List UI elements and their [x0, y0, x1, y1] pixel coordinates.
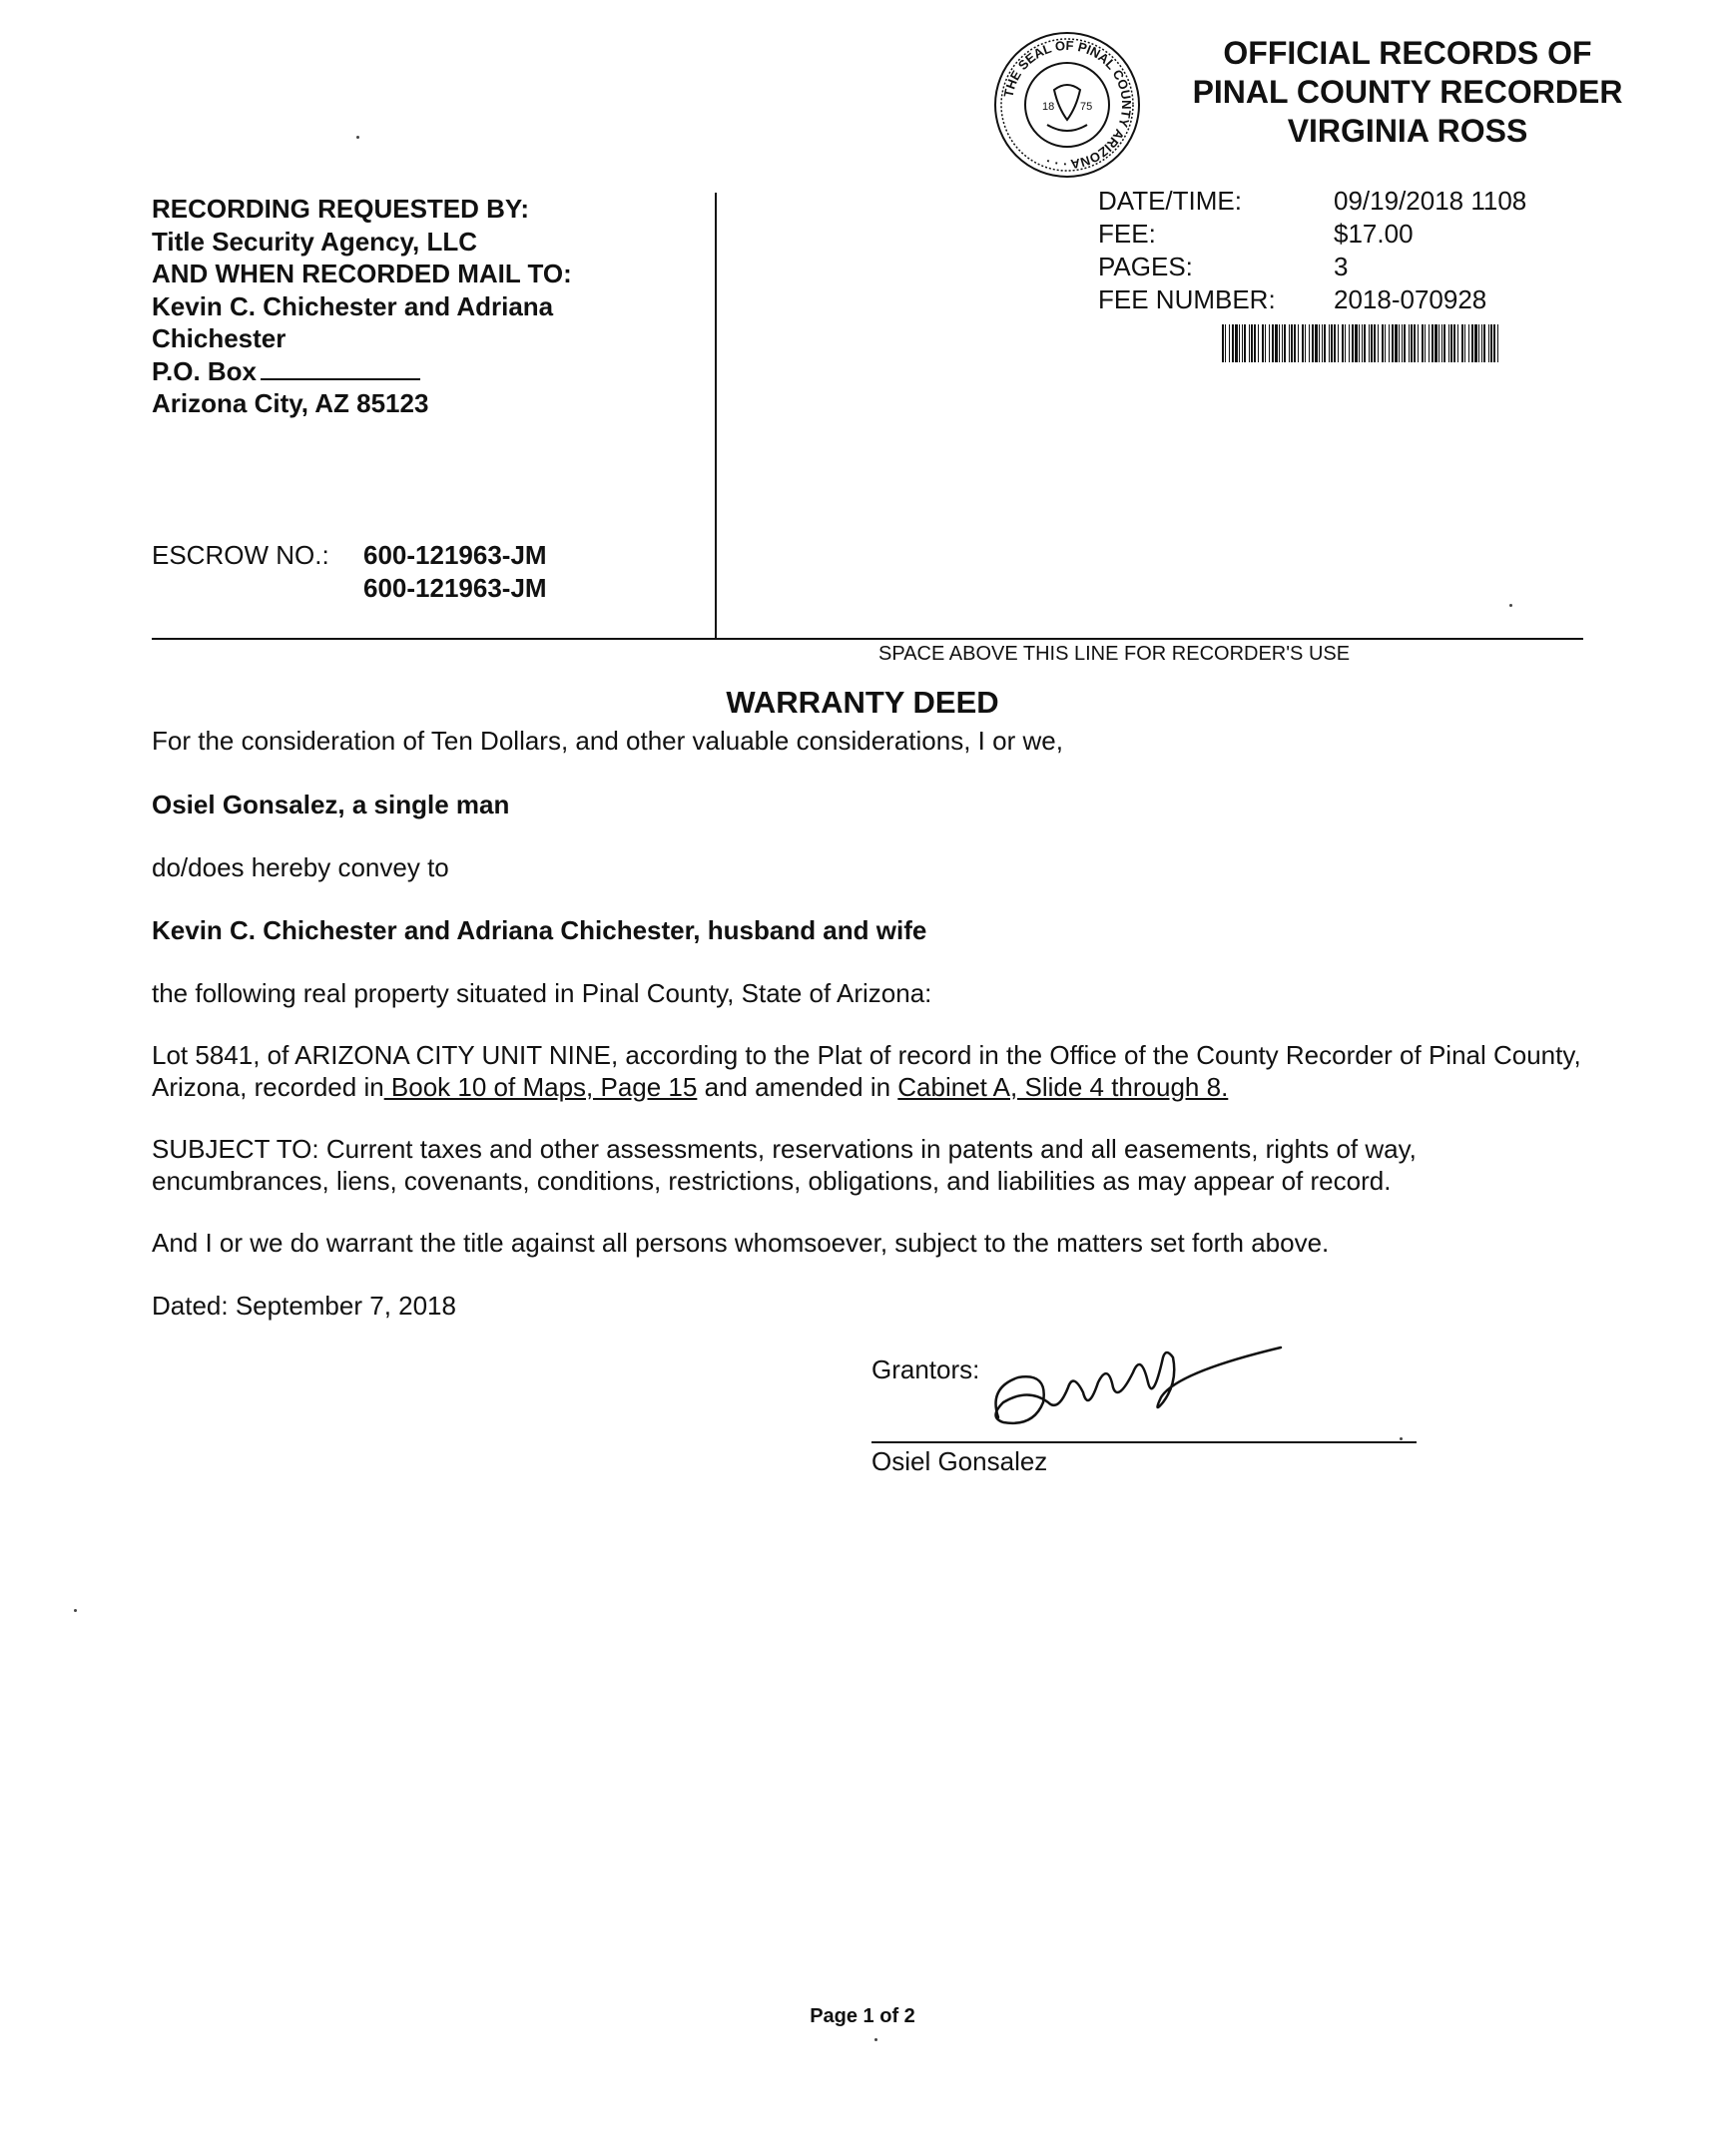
scan-speck — [874, 2038, 877, 2041]
mail-to-pobox — [152, 355, 572, 388]
vertical-divider — [715, 193, 717, 638]
warranty-text: And I or we do warrant the title against all persons whomsoever, subject to the matters set forth above. — [152, 1228, 1330, 1258]
barcode-bar — [1269, 324, 1270, 362]
barcode-bar — [1222, 324, 1224, 362]
barcode-bar — [1324, 324, 1326, 362]
mail-to-name-cont: Chichester — [152, 323, 287, 353]
recording-info-value: 3 — [1334, 252, 1349, 281]
barcode-bar — [1418, 324, 1419, 362]
svg-text:THE SEAL OF PINAL COUNTY ARIZO: THE SEAL OF PINAL COUNTY ARIZONA · · · — [1000, 37, 1135, 173]
document-title: WARRANTY DEED — [726, 685, 999, 720]
barcode-bar — [1294, 324, 1296, 362]
barcode-bar — [1279, 324, 1280, 362]
barcode-bar — [1389, 324, 1390, 362]
barcode-bar — [1289, 324, 1290, 362]
recorder-use-note: SPACE ABOVE THIS LINE FOR RECORDER'S USE — [878, 643, 1351, 665]
recording-requested-label: RECORDING REQUESTED BY: — [152, 194, 529, 224]
recording-info-label: PAGES: — [1098, 252, 1193, 281]
barcode-bar — [1435, 324, 1438, 362]
barcode-bar — [1298, 324, 1299, 362]
recording-requested-block — [152, 193, 572, 420]
recording-info-row — [1098, 185, 1526, 218]
barcode-bar — [1474, 324, 1477, 362]
barcode-bar — [1225, 324, 1226, 362]
barcode-bar — [1272, 324, 1274, 362]
recorder-title — [1158, 34, 1657, 151]
barcode-bar — [1471, 324, 1473, 362]
grantor-name: Osiel Gonsalez, a single man — [152, 790, 510, 819]
barcode-bar — [1378, 324, 1379, 362]
signature-line — [871, 1441, 1417, 1443]
barcode-bar — [1488, 324, 1489, 362]
grantors-label: Grantors: — [871, 1354, 980, 1384]
escrow-block — [152, 539, 547, 604]
barcode-bar — [1232, 324, 1234, 362]
recording-info — [1098, 185, 1526, 316]
barcode-bar — [1371, 324, 1373, 362]
barcode-bar — [1374, 324, 1376, 362]
barcode-bar — [1438, 324, 1439, 362]
legal-description-text: Lot 5841, of ARIZONA CITY UNIT NINE, according to the Plat of record in the Office of the County Recorder of Pinal County, Arizona, recorded in — [152, 1040, 1581, 1102]
pobox-blank — [261, 358, 420, 380]
cabinet-reference: Cabinet A, Slide 4 through 8. — [897, 1071, 1229, 1102]
grantee-names: Kevin C. Chichester and Adriana Chichester, husband and wife — [152, 915, 927, 945]
barcode-bar — [1362, 324, 1363, 362]
barcode — [1222, 324, 1503, 362]
scan-speck — [1400, 1437, 1403, 1440]
barcode-bar — [1453, 324, 1455, 362]
barcode-bar — [1244, 324, 1246, 362]
recording-info-label: FEE: — [1098, 219, 1156, 249]
barcode-bar — [1385, 324, 1386, 362]
barcode-bar — [1429, 324, 1430, 362]
consideration-text: For the consideration of Ten Dollars, and other valuable considerations, I or we, — [152, 726, 1063, 756]
handwritten-signature — [978, 1343, 1318, 1442]
barcode-bar — [1342, 324, 1344, 362]
barcode-bar — [1359, 324, 1360, 362]
recording-info-label: DATE/TIME: — [1098, 186, 1242, 216]
barcode-bar — [1284, 324, 1286, 362]
barcode-bar — [1349, 324, 1350, 362]
legal-description — [152, 1040, 1589, 1103]
recording-info-row — [1098, 283, 1526, 316]
pobox-label: P.O. Box — [152, 355, 258, 386]
recording-info-value: 09/19/2018 1108 — [1334, 186, 1527, 216]
barcode-bar — [1402, 324, 1403, 362]
svg-text:18: 18 — [1042, 101, 1055, 113]
recording-info-value: 2018-070928 — [1334, 284, 1487, 314]
barcode-bar — [1345, 324, 1346, 362]
barcode-bar — [1395, 324, 1398, 362]
escrow-number: 600-121963-JM — [363, 540, 547, 570]
barcode-bar — [1382, 324, 1384, 362]
barcode-bar — [1490, 324, 1492, 362]
recording-info-label: FEE NUMBER: — [1098, 284, 1276, 314]
scan-speck — [74, 1609, 77, 1612]
barcode-bar — [1404, 324, 1406, 362]
barcode-bar — [1478, 324, 1479, 362]
barcode-bar — [1432, 324, 1434, 362]
recorder-title-line3: VIRGINIA ROSS — [1287, 113, 1528, 149]
barcode-bar — [1422, 324, 1424, 362]
barcode-bar — [1414, 324, 1416, 362]
scan-speck — [356, 136, 359, 139]
barcode-bar — [1497, 324, 1498, 362]
barcode-bar — [1265, 324, 1266, 362]
barcode-bar — [1331, 324, 1333, 362]
barcode-bar — [1239, 324, 1240, 362]
barcode-bar — [1425, 324, 1426, 362]
barcode-bar — [1464, 324, 1465, 362]
barcode-bar — [1364, 324, 1366, 362]
barcode-bar — [1291, 324, 1293, 362]
mail-to-name: Kevin C. Chichester and Adriana — [152, 290, 554, 321]
barcode-bar — [1334, 324, 1336, 362]
barcode-bar — [1235, 324, 1238, 362]
recording-info-row — [1098, 218, 1526, 251]
plat-reference: Book 10 of Maps, Page 15 — [383, 1071, 698, 1102]
barcode-bar — [1242, 324, 1243, 362]
barcode-bar — [1392, 324, 1394, 362]
recorder-title-line1: OFFICIAL RECORDS OF — [1223, 35, 1592, 71]
scan-speck — [1509, 604, 1512, 607]
mail-to-label: AND WHEN RECORDED MAIL TO: — [152, 259, 572, 288]
recorder-divider — [152, 638, 1583, 640]
property-intro: the following real property situated in Pinal County, State of Arizona: — [152, 978, 932, 1008]
recorder-title-line2: PINAL COUNTY RECORDER — [1192, 74, 1623, 110]
legal-description-text: and amended in — [697, 1071, 898, 1102]
barcode-bar — [1457, 324, 1458, 362]
requesting-agency: Title Security Agency, LLC — [152, 226, 478, 257]
barcode-bar — [1493, 324, 1495, 362]
barcode-bar — [1352, 324, 1354, 362]
mail-to-city: Arizona City, AZ 85123 — [152, 388, 429, 418]
barcode-bar — [1249, 324, 1250, 362]
barcode-bar — [1305, 324, 1306, 362]
barcode-bar — [1481, 324, 1482, 362]
barcode-bar — [1441, 324, 1442, 362]
barcode-bar — [1461, 324, 1463, 362]
convey-text: do/does hereby convey to — [152, 852, 449, 882]
barcode-bar — [1409, 324, 1410, 362]
escrow-label: ESCROW NO.: — [152, 540, 329, 570]
barcode-bar — [1448, 324, 1449, 362]
barcode-bar — [1254, 324, 1256, 362]
barcode-bar — [1309, 324, 1310, 362]
barcode-bar — [1338, 324, 1339, 362]
recording-info-row — [1098, 251, 1526, 283]
barcode-bar — [1302, 324, 1304, 362]
dated-text: Dated: September 7, 2018 — [152, 1291, 456, 1321]
barcode-bar — [1322, 324, 1323, 362]
barcode-bar — [1282, 324, 1283, 362]
svg-text:75: 75 — [1080, 101, 1093, 113]
barcode-bar — [1315, 324, 1318, 362]
barcode-bar — [1411, 324, 1413, 362]
barcode-bar — [1262, 324, 1264, 362]
signer-name: Osiel Gonsalez — [871, 1446, 1048, 1476]
recording-info-value: $17.00 — [1334, 219, 1414, 249]
barcode-bar — [1275, 324, 1278, 362]
barcode-bar — [1443, 324, 1445, 362]
county-seal — [992, 30, 1142, 180]
barcode-bar — [1258, 324, 1259, 362]
barcode-bar — [1369, 324, 1370, 362]
barcode-bar — [1312, 324, 1314, 362]
barcode-bar — [1251, 324, 1253, 362]
barcode-bar — [1468, 324, 1469, 362]
barcode-bar — [1319, 324, 1320, 362]
barcode-bar — [1329, 324, 1330, 362]
barcode-bar — [1483, 324, 1485, 362]
page-number: Page 1 of 2 — [810, 2005, 915, 2027]
barcode-bar — [1229, 324, 1230, 362]
barcode-bar — [1399, 324, 1400, 362]
barcode-bar — [1450, 324, 1452, 362]
barcode-bar — [1355, 324, 1358, 362]
subject-to-text: SUBJECT TO: Current taxes and other assessments, reservations in patents and all easements, rights of way, encumbrances, liens, covenants, conditions, restrictions, obligations, and liabilities as may appear of record. — [152, 1134, 1417, 1196]
escrow-number: 600-121963-JM — [363, 572, 547, 603]
